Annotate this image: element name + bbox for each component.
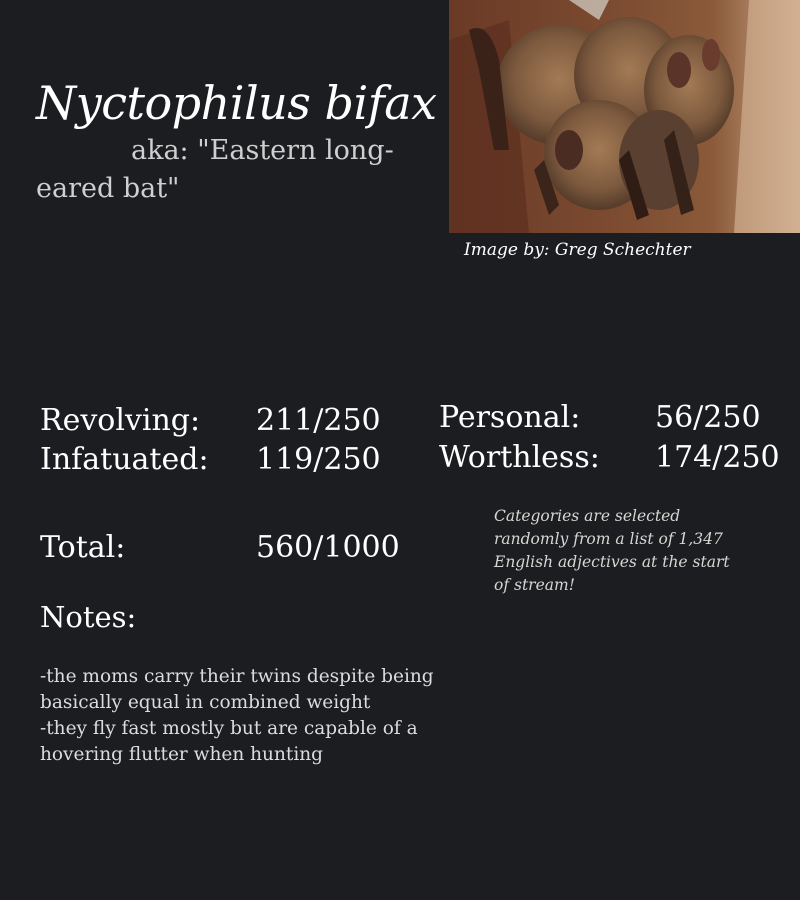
stat-label-revolving: Revolving: <box>40 403 201 438</box>
category-note: Categories are selected randomly from a list of 1,347 English adjectives at the start of stream! <box>494 507 730 594</box>
total-label: Total: <box>40 530 126 565</box>
stat-label-infatuated: Infatuated: <box>40 442 209 477</box>
scientific-name: Nyctophilus bifax <box>36 76 437 130</box>
bat-photo <box>449 0 800 233</box>
note-line: -the moms carry their twins despite being basically equal in combined weight <box>40 666 434 713</box>
common-name: aka: "Eastern long-eared bat" <box>36 135 394 204</box>
stat-label-personal: Personal: <box>439 400 581 435</box>
stat-label-worthless: Worthless: <box>439 440 600 475</box>
note-line: -they fly fast mostly but are capable of a hovering flutter when hunting <box>40 718 418 765</box>
notes-list <box>40 664 480 768</box>
stat-value-worthless: 174/250 <box>655 440 780 475</box>
stat-value-infatuated: 119/250 <box>256 442 381 477</box>
stat-value-revolving: 211/250 <box>256 403 381 438</box>
notes-title: Notes: <box>40 600 137 634</box>
photo-credit: Image by: Greg Schechter <box>464 240 691 260</box>
stat-value-personal: 56/250 <box>655 400 761 435</box>
bat-photo-icon <box>449 0 800 233</box>
total-value: 560/1000 <box>256 530 400 565</box>
